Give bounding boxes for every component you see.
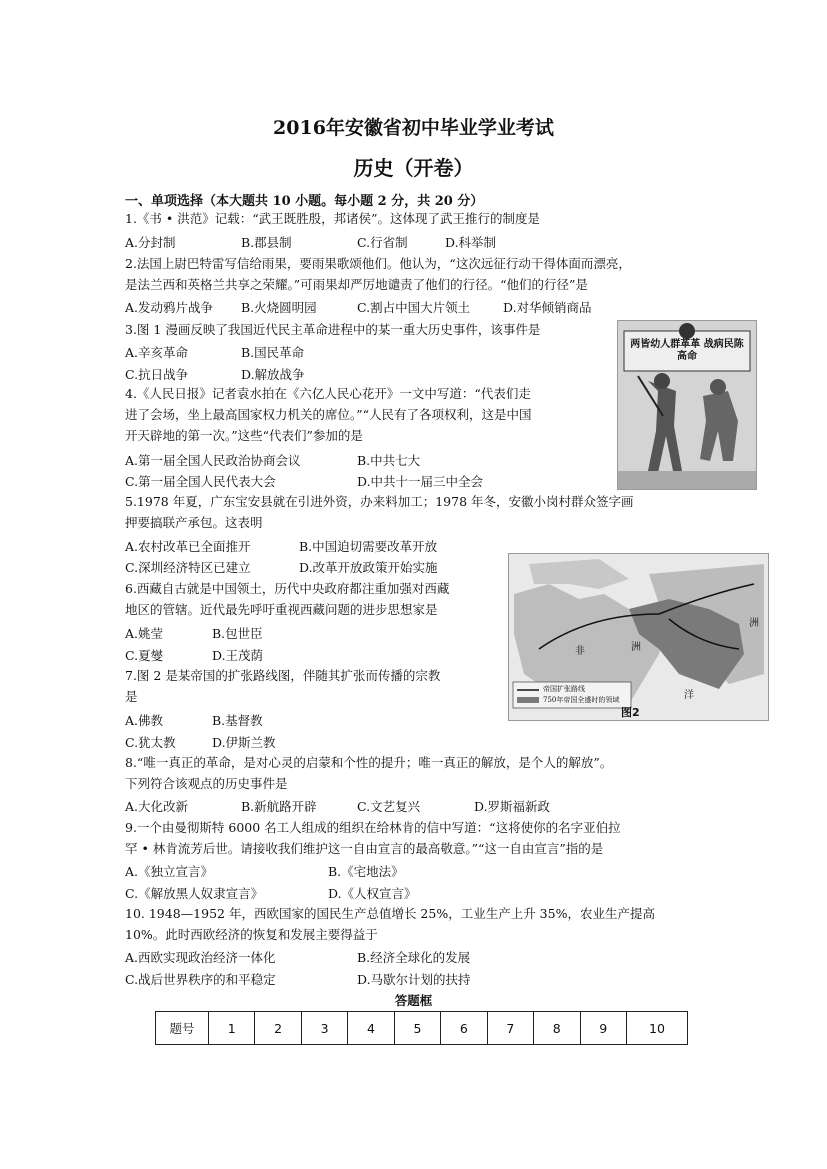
q3-stem: 3.图 1 漫画反映了我国近代民主革命进程中的某一重大历史事件，该事件是	[125, 322, 541, 337]
q6-line1: 6.西藏自古就是中国领土，历代中央政府都注重加强对西藏	[125, 581, 450, 596]
answer-cell-2[interactable]: 2	[255, 1012, 301, 1045]
q1-option-a: A.分封制	[125, 235, 176, 250]
q7-option-a: A.佛教	[125, 713, 164, 728]
answer-cell-7[interactable]: 7	[487, 1012, 533, 1045]
q4-option-a: A.第一届全国人民政治协商会议	[125, 453, 301, 468]
q5-option-d: D.改革开放政策开始实施	[299, 560, 438, 575]
exam-title: 2016年安徽省初中毕业学业考试	[273, 117, 554, 139]
q4-line2: 进了会场，坐上最高国家权力机关的席位。”“人民有了各项权利，这是中国	[125, 407, 532, 422]
answer-cell-6[interactable]: 6	[441, 1012, 487, 1045]
q4-option-c: C.第一届全国人民代表大会	[125, 474, 276, 489]
q9-option-a: A.《独立宣言》	[125, 864, 214, 879]
q7-option-b: B.基督教	[212, 713, 263, 728]
q8-option-b: B.新航路开辟	[241, 799, 317, 814]
q8-option-d: D.罗斯福新政	[474, 799, 551, 814]
q4-line3: 开天辟地的第一次。”这些“代表们”参加的是	[125, 428, 363, 443]
q10-option-c: C.战后世界秩序的和平稳定	[125, 972, 276, 987]
q2-option-c: C.割占中国大片领土	[357, 300, 471, 315]
q9-line2: 罕 • 林肯流芳后世。请接收我们维护这一自由宣言的最高敬意。”“这一自由宣言”指的是	[125, 841, 604, 856]
q5-option-a: A.农村改革已全面推开	[125, 539, 251, 554]
q9-option-c: C.《解放黑人奴隶宣言》	[125, 886, 264, 901]
q7-line1: 7.图 2 是某帝国的扩张路线图，伴随其扩张而传播的宗教	[125, 668, 441, 683]
q5-line1: 5.1978 年夏，广东宝安县就在引进外资，办来料加工；1978 年冬，安徽小岗村群众签字画	[125, 494, 634, 509]
answer-cell-10[interactable]: 10	[627, 1012, 688, 1045]
q6-option-b: B.包世臣	[212, 626, 263, 641]
q5-line2: 押要搞联产承包。这表明	[125, 515, 263, 530]
answer-cell-1[interactable]: 1	[209, 1012, 255, 1045]
figure-2-map	[508, 553, 769, 721]
q9-option-d: D.《人权宣言》	[328, 886, 417, 901]
q3-option-c: C.抗日战争	[125, 367, 189, 382]
q6-option-d: D.王茂荫	[212, 648, 264, 663]
q2-option-b: B.火烧圆明园	[241, 300, 317, 315]
q8-line1: 8.“唯一真正的革命，是对心灵的启蒙和个性的提升；唯一真正的解放，是个人的解放”。	[125, 755, 613, 770]
q2-option-d: D.对华倾销商品	[503, 300, 592, 315]
q3-option-d: D.解放战争	[241, 367, 305, 382]
q5-option-b: B.中国迫切需要改革开放	[299, 539, 438, 554]
map-label-africa-1: 非	[575, 646, 585, 657]
exam-subtitle: 历史（开卷）	[353, 156, 474, 180]
q8-line2: 下列符合该观点的历史事件是	[125, 776, 288, 791]
q3-option-a: A.辛亥革命	[125, 345, 189, 360]
q10-option-d: D.马歇尔计划的扶持	[357, 972, 471, 987]
q2-option-a: A.发动鸦片战争	[125, 300, 214, 315]
q10-line2: 10%。此时西欧经济的恢复和发展主要得益于	[125, 927, 378, 942]
map-legend-route: 帝国扩张路线	[543, 685, 585, 693]
q1-option-d: D.科举制	[445, 235, 497, 250]
map-legend-territory: 750年帝国全盛时的领域	[543, 696, 620, 704]
q10-option-a: A.西欧实现政治经济一体化	[125, 950, 276, 965]
answer-box-header: 题号	[156, 1012, 209, 1045]
answer-cell-4[interactable]: 4	[348, 1012, 394, 1045]
q6-line2: 地区的管辖。近代最先呼吁重视西藏问题的进步思想家是	[125, 602, 438, 617]
section-heading: 一、单项选择（本大题共 10 小题。每小题 2 分，共 20 分）	[125, 194, 484, 209]
q4-line1: 4.《人民日报》记者袁水拍在《六亿人民心花开》一文中写道：“代表们走	[125, 386, 531, 401]
q8-option-c: C.文艺复兴	[357, 799, 421, 814]
q5-option-c: C.深圳经济特区已建立	[125, 560, 251, 575]
q7-line2: 是	[125, 689, 138, 704]
map-label-ocean: 洋	[684, 690, 694, 701]
q8-option-a: A.大化改新	[125, 799, 189, 814]
q1-option-b: B.郡县制	[241, 235, 292, 250]
q7-option-d: D.伊斯兰教	[212, 735, 276, 750]
answer-cell-8[interactable]: 8	[534, 1012, 580, 1045]
q1-option-c: C.行省制	[357, 235, 408, 250]
answer-box-row	[156, 1012, 688, 1045]
answer-box-table	[155, 1011, 688, 1045]
q6-option-a: A.姚莹	[125, 626, 164, 641]
q3-option-b: B.国民革命	[241, 345, 305, 360]
figure-2-caption: 图2	[621, 706, 640, 719]
answer-box-label: 答题框	[394, 993, 433, 1008]
map-label-asia: 洲	[749, 618, 759, 629]
q7-option-c: C.犹太教	[125, 735, 176, 750]
map-label-africa-2: 洲	[631, 642, 641, 653]
q10-line1: 10. 1948—1952 年，西欧国家的国民生产总值增长 25%，工业生产上升 35%，农业生产提高	[125, 906, 655, 921]
q9-line1: 9.一个由曼彻斯特 6000 名工人组成的组织在给林肯的信中写道：“这将使你的名字亚伯拉	[125, 820, 621, 835]
q4-option-d: D.中共十一届三中全会	[357, 474, 484, 489]
q6-option-c: C.夏燮	[125, 648, 164, 663]
answer-cell-5[interactable]: 5	[394, 1012, 440, 1045]
q2-line1: 2.法国上尉巴特雷写信给雨果，要雨果歌颂他们。他认为，“这次远征行动干得体面而漂亮，	[125, 256, 631, 271]
cartoon-banner-text: 两皆幼人群革革 战病民陈高命	[630, 339, 744, 362]
q10-option-b: B.经济全球化的发展	[357, 950, 471, 965]
q4-option-b: B.中共七大	[357, 453, 421, 468]
q2-line2: 是法兰西和英格兰共享之荣耀。”可雨果却严厉地谴责了他们的行径。“他们的行径”是	[125, 277, 588, 292]
q1-stem: 1.《书 • 洪范》记载：“武王既胜殷，邦诸侯”。这体现了武王推行的制度是	[125, 211, 541, 226]
figure-1-cartoon	[617, 320, 757, 490]
answer-cell-3[interactable]: 3	[301, 1012, 347, 1045]
answer-cell-9[interactable]: 9	[580, 1012, 627, 1045]
q9-option-b: B.《宅地法》	[328, 864, 404, 879]
